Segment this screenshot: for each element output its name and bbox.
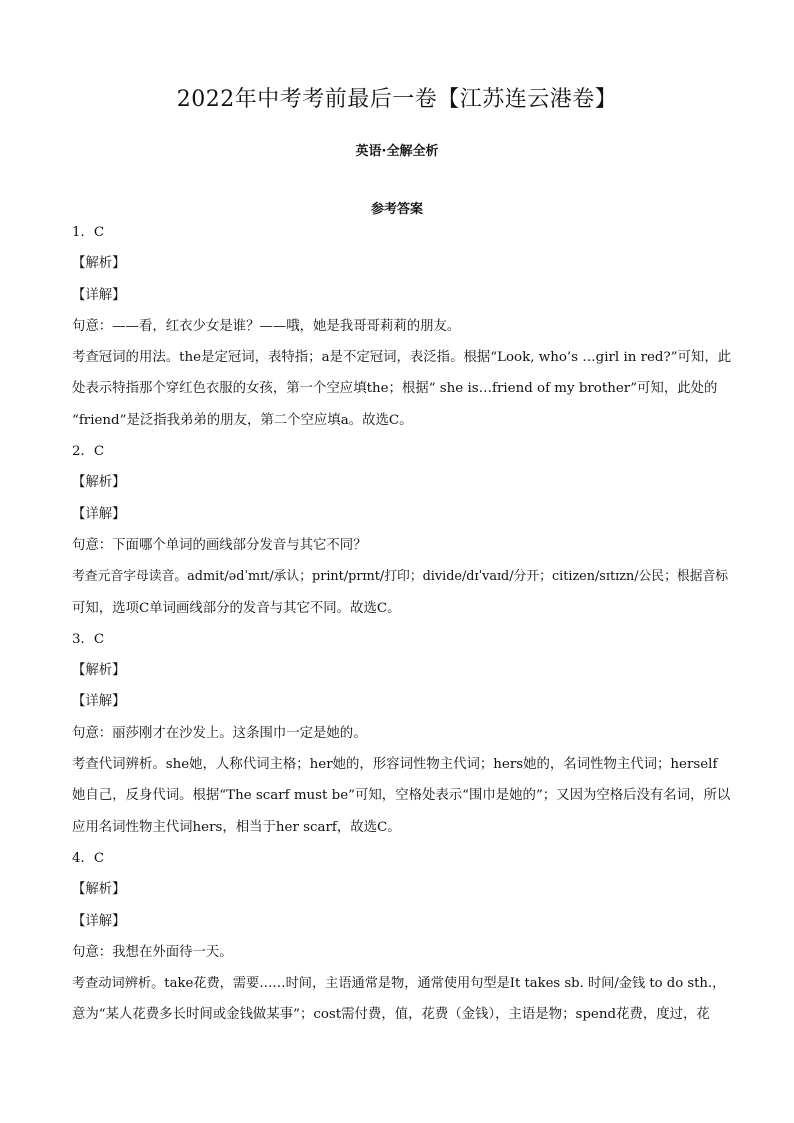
text-line: 【详解】 xyxy=(72,694,126,710)
document-title: 2022年中考考前最后一卷【江苏连云港卷】 xyxy=(176,87,618,112)
text-line: 考查元音字母读音。admit/ədˈmɪt/承认；print/prɪnt/打印；divide/dɪˈvaɪd/分开；citizen/sɪtɪzn/公民；根据音标 xyxy=(72,569,729,585)
text-line: “friend”是泛指我弟弟的朋友，第二个空应填a。故选C。 xyxy=(72,412,413,428)
text-line: 意为“某人花费多长时间或金钱做某事”；cost需付费，值，花费（金钱），主语是物；spend花费，度过，花 xyxy=(72,1007,710,1023)
text-line: 【解析】 xyxy=(72,882,126,898)
text-line: 考查冠词的用法。the是定冠词，表特指；a是不定冠词，表泛指。根据“Look, who’s …girl in red?”可知，此 xyxy=(72,350,732,366)
document-body xyxy=(72,222,732,1036)
text-line: 考查动词辨析。take花费，需要……时间，主语通常是物，通常使用句型是It takes sb. 时间/金钱 to do sth.， xyxy=(72,976,726,992)
text-line: 可知，选项C单词画线部分的发音与其它不同。故选C。 xyxy=(72,600,401,616)
text-line: 2．C xyxy=(72,444,105,460)
text-line: 句意：丽莎刚才在沙发上。这条围巾一定是她的。 xyxy=(72,725,367,741)
text-line: 4．C xyxy=(72,850,105,866)
text-line: 她自己，反身代词。根据“The scarf must be”可知，空格处表示“围巾是她的”；又因为空格后没有名词，所以 xyxy=(72,788,731,804)
text-line: 句意：我想在外面待一天。 xyxy=(72,944,233,960)
document-subtitle: 英语·全解全析 xyxy=(355,144,439,159)
text-line: 句意：下面哪个单词的画线部分发音与其它不同？ xyxy=(72,537,367,553)
text-line: 应用名词性物主代词hers，相当于her scarf，故选C。 xyxy=(72,819,401,835)
text-line: 【解析】 xyxy=(72,256,126,272)
section-heading: 参考答案 xyxy=(370,202,423,217)
text-line: 1．C xyxy=(72,225,105,240)
text-line: 【解析】 xyxy=(72,475,126,491)
text-line: 处表示特指那个穿红色衣服的女孩，第一个空应填the；根据“ she is…friend of my brother”可知，此处的 xyxy=(72,381,718,397)
text-line: 【解析】 xyxy=(72,663,126,679)
text-line: 3．C xyxy=(72,631,105,647)
text-line: 【详解】 xyxy=(72,506,126,522)
text-line: 【详解】 xyxy=(72,287,126,303)
text-line: 【详解】 xyxy=(72,913,126,929)
text-line: 考查代词辨析。she她，人称代词主格；her她的，形容词性物主代词；hers她的，名词性物主代词；herself xyxy=(72,757,718,773)
text-line: 句意：——看，红衣少女是谁？——哦，她是我哥哥莉莉的朋友。 xyxy=(72,318,461,334)
